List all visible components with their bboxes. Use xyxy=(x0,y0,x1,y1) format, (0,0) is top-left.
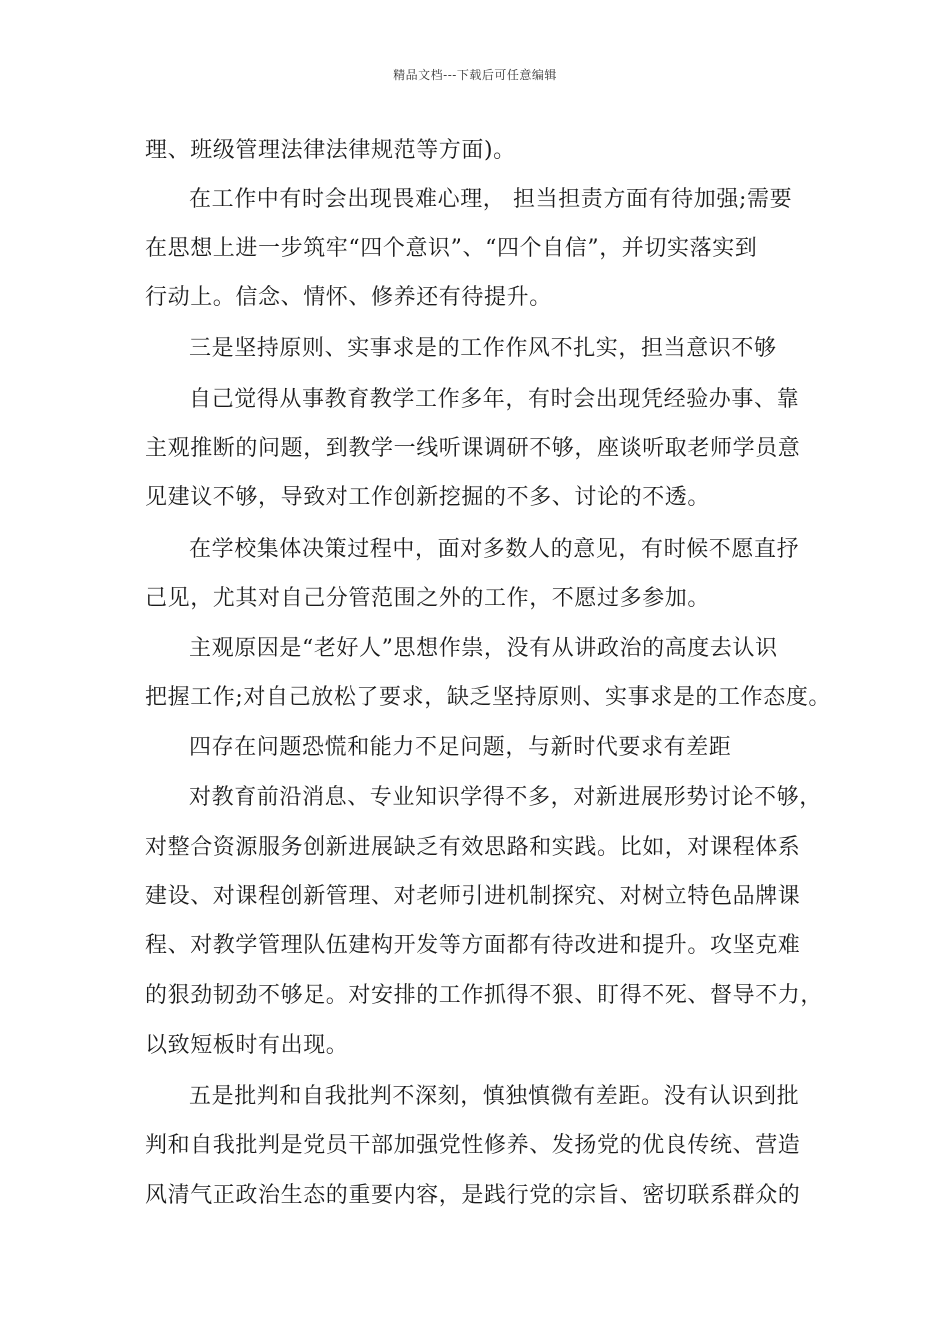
text-line: 见建议不够，导致对工作创新挖掘的不多、讨论的不透。 xyxy=(145,485,711,510)
page-header: 精品文档---下载后可任意编辑 xyxy=(393,68,557,82)
text-line: 判和自我批判是党员干部加强党性修养、发扬党的优良传统、营造 xyxy=(145,1133,801,1158)
text-line: 建设、对课程创新管理、对老师引进机制探究、对树立特色品牌课 xyxy=(145,884,801,909)
text-line: 以致短板时有出现。 xyxy=(145,1033,349,1058)
text-line: 四存在问题恐慌和能力不足问题，与新时代要求有差距 xyxy=(189,735,732,760)
text-line: 对教育前沿消息、专业知识学得不多，对新进展形势讨论不够， xyxy=(189,785,822,810)
text-line: 的狠劲韧劲不够足。对安排的工作抓得不狠、盯得不死、督导不力， xyxy=(145,983,824,1008)
text-line: 五是批判和自我批判不深刻，慎独慎微有差距。没有认识到批 xyxy=(189,1084,800,1109)
text-line: 在学校集体决策过程中，面对多数人的意见，有时候不愿直抒 xyxy=(189,537,800,562)
text-line: 主观推断的问题，到教学一线听课调研不够，座谈听取老师学员意 xyxy=(145,436,801,461)
text-line: 对整合资源服务创新进展缺乏有效思路和实践。比如，对课程体系 xyxy=(145,835,801,860)
text-line: 行动上。信念、情怀、修养还有待提升。 xyxy=(145,285,552,310)
text-line: 己见，尤其对自己分管范围之外的工作，不愿过多参加。 xyxy=(145,586,711,611)
text-line: 在思想上进一步筑牢“四个意识”、“四个自信”，并切实落实到 xyxy=(145,236,758,261)
text-line: 风清气正政治生态的重要内容，是践行党的宗旨、密切联系群众的 xyxy=(145,1183,801,1208)
text-line: 理、班级管理法律法律规范等方面)。 xyxy=(145,138,516,163)
text-line: 自己觉得从事教育教学工作多年，有时会出现凭经验办事、靠 xyxy=(189,387,800,412)
text-line: 程、对教学管理队伍建构开发等方面都有待改进和提升。攻坚克难 xyxy=(145,933,801,958)
text-line: 把握工作;对自己放松了要求，缺乏坚持原则、实事求是的工作态度。 xyxy=(145,685,832,710)
text-line: 主观原因是“老好人”思想作祟，没有从讲政治的高度去认识 xyxy=(189,636,778,661)
text-line: 三是坚持原则、实事求是的工作作风不扎实，担当意识不够 xyxy=(189,336,777,361)
text-line: 在工作中有时会出现畏难心理， 担当担责方面有待加强;需要 xyxy=(189,187,793,212)
